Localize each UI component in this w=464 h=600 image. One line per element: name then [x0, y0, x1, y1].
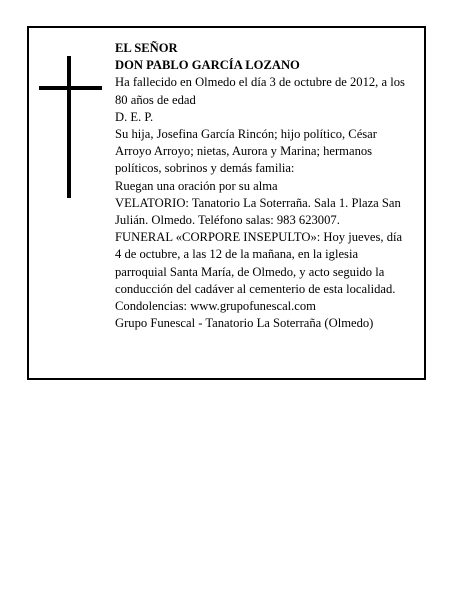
wake-info: VELATORIO: Tanatorio La Soterraña. Sala 1. Plaza San Julián. Olmedo. Teléfono salas: 983 623007. [115, 195, 401, 228]
notice-heading: EL SEÑOR [115, 41, 178, 55]
prayer-request: Ruegan una oración por su alma [115, 178, 278, 193]
obituary-notice [27, 26, 426, 380]
deceased-name: DON PABLO GARCÍA LOZANO [115, 58, 300, 73]
cross-vertical-bar [67, 56, 71, 198]
family-list: Su hija, Josefina García Rincón; hijo político, César Arroyo Arroyo; nietas, Aurora y Marina; hermanos políticos, sobrinos y demás familia: [115, 127, 377, 176]
death-info: Ha fallecido en Olmedo el día 3 de octubre de 2012, a los 80 años de edad [115, 75, 405, 107]
cross-horizontal-bar [39, 86, 102, 90]
funeral-home: Grupo Funescal - Tanatorio La Soterraña (Olmedo) [115, 316, 374, 331]
funeral-info: FUNERAL «CORPORE INSEPULTO»: Hoy jueves, día 4 de octubre, a las 12 de la mañana, en la iglesia parroquial Santa María, de Olmedo, y acto seguido la conducción del cadáver al cementerio de esta localidad. [115, 230, 403, 296]
notice-text [115, 40, 405, 332]
condolences-line: Condolencias: www.grupofunescal.com [115, 299, 316, 314]
rip-line: D. E. P. [115, 109, 154, 124]
